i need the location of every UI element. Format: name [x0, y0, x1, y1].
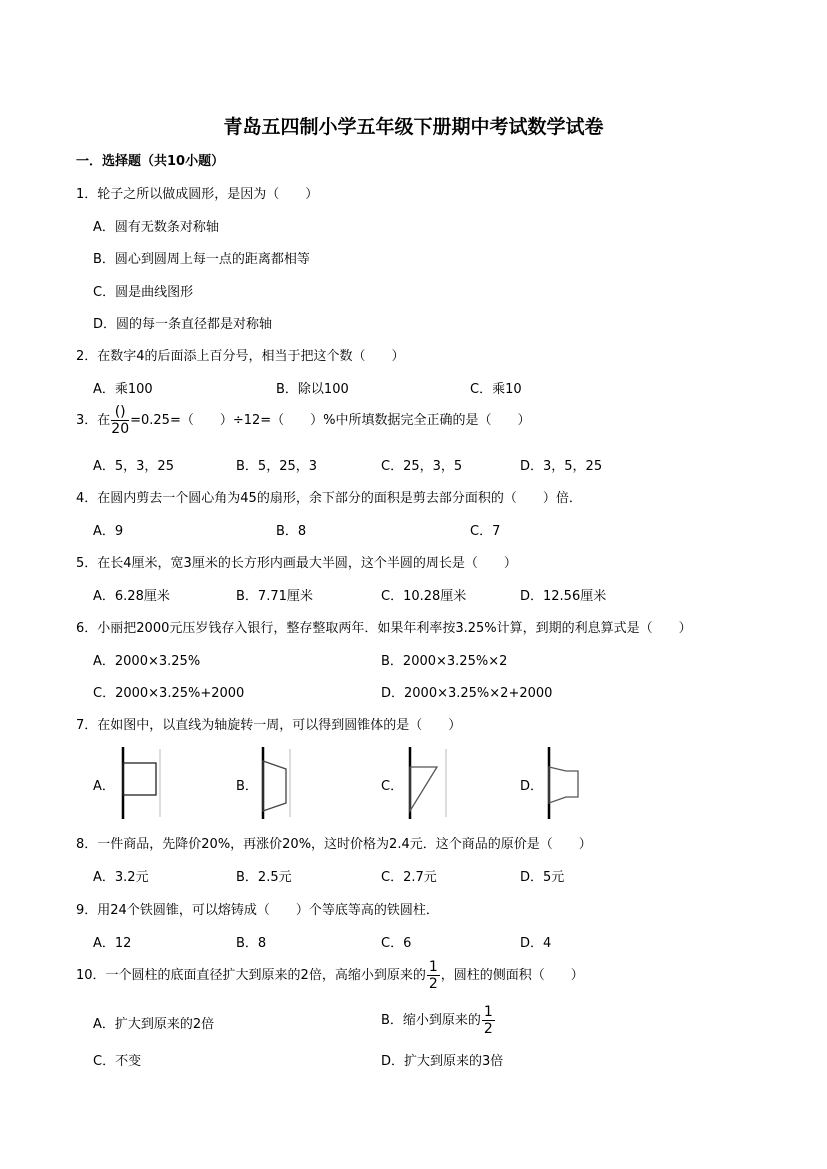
q5-option-a: A．6.28厘米	[93, 589, 170, 604]
q7-option-c: C．	[381, 779, 404, 794]
q8-option-a: A．3.2元	[93, 870, 149, 885]
q9-option-b: B．8	[236, 936, 267, 951]
question-4: 4．在圆内剪去一个圆心角为45的扇形，余下部分的面积是剪去部分面积的（ ）倍．	[76, 491, 582, 506]
question-6: 6．小丽把2000元压岁钱存入银行，整存整取两年．如果年利率按3.25%计算，到期的利息算式是（ ）	[76, 621, 692, 636]
q1-option-d: D．圆的每一条直径都是对称轴	[93, 317, 273, 332]
q10-option-b-wrap	[381, 1005, 496, 1036]
q5-option-c: C．10.28厘米	[381, 589, 467, 604]
question-5: 5．在长4厘米，宽3厘米的长方形内画最大半圆，这个半圆的周长是（ ）	[76, 556, 517, 571]
q10b-frac-den: 2	[483, 1021, 493, 1037]
q8-option-d: D．5元	[520, 870, 565, 885]
q7b-trapezoid	[263, 761, 286, 811]
q8-option-b: B．2.5元	[236, 870, 292, 885]
question-2: 2．在数字4的后面添上百分号，相当于把这个数（ ）	[76, 349, 405, 364]
q10-option-b-fraction	[482, 1005, 495, 1036]
q6-option-d: D．2000×3.25%×2+2000	[381, 686, 553, 701]
q7d-shape	[549, 767, 578, 803]
q10-option-a: A．扩大到原来的2倍	[93, 1017, 215, 1032]
question-10	[76, 960, 584, 991]
q3-option-c: C．25，3，5	[381, 459, 463, 474]
page-title: 青岛五四制小学五年级下册期中考试数学试卷	[223, 116, 604, 138]
q7a-rectangle	[123, 763, 156, 795]
q9-option-c: C．6	[381, 936, 412, 951]
q10-fraction	[427, 960, 440, 991]
q5-option-b: B．7.71厘米	[236, 589, 313, 604]
q10-option-b: B．缩小到原来的	[381, 1013, 481, 1028]
q1-option-c: C．圆是曲线图形	[93, 285, 194, 300]
q10-stem-prefix: 10．一个圆柱的底面直径扩大到原来的2倍，高缩小到原来的	[76, 968, 426, 983]
q6-option-a: A．2000×3.25%	[93, 654, 201, 669]
question-8: 8．一件商品，先降价20%，再涨价20%，这时价格为2.4元．这个商品的原价是（ ）	[76, 837, 592, 852]
q3-fraction	[111, 405, 129, 436]
q7-option-a: A．	[93, 779, 115, 794]
q3-frac-num: ()	[111, 405, 129, 421]
q7c-triangle	[410, 767, 437, 811]
q10-option-c: C．不变	[93, 1054, 142, 1069]
question-9: 9．用24个铁圆锥，可以熔铸成（ ）个等底等高的铁圆柱．	[76, 903, 439, 918]
q4-option-c: C．7	[470, 524, 501, 539]
q4-option-b: B．8	[276, 524, 307, 539]
q10-option-d: D．扩大到原来的3倍	[381, 1054, 504, 1069]
q7-option-d: D．	[520, 779, 544, 794]
question-3	[76, 405, 531, 436]
q7-option-b: B．	[236, 779, 258, 794]
q1-option-a: A．圆有无数条对称轴	[93, 220, 219, 235]
q2-option-c: C．乘10	[470, 382, 522, 397]
q9-option-a: A．12	[93, 936, 132, 951]
q3-frac-den: 20	[111, 421, 130, 437]
q5-option-d: D．12.56厘米	[520, 589, 607, 604]
q6-option-b: B．2000×3.25%×2	[381, 654, 508, 669]
section-heading: 一．选择题（共10小题）	[76, 154, 225, 169]
question-1: 1．轮子之所以做成圆形，是因为（ ）	[76, 187, 319, 202]
q3-option-d: D．3，5，25	[520, 459, 603, 474]
q10-frac-num: 1	[428, 959, 438, 975]
q7-figure-d	[544, 745, 590, 821]
q8-option-c: C．2.7元	[381, 870, 437, 885]
q7-figure-a	[118, 745, 164, 821]
q6-option-c: C．2000×3.25%+2000	[93, 686, 245, 701]
q10-stem-suffix: ，圆柱的侧面积（ ）	[440, 968, 584, 983]
q10-frac-den: 2	[428, 976, 438, 992]
q10b-frac-num: 1	[483, 1004, 493, 1020]
q2-option-a: A．乘100	[93, 382, 153, 397]
q3-option-a: A．5，3，25	[93, 459, 174, 474]
q3-option-b: B．5，25，3	[236, 459, 318, 474]
q1-option-b: B．圆心到圆周上每一点的距离都相等	[93, 252, 310, 267]
q3-stem-suffix: =0.25=（ ）÷12=（ ）%中所填数据完全正确的是（ ）	[130, 413, 531, 428]
q7-figure-c	[405, 745, 451, 821]
q2-option-b: B．除以100	[276, 382, 349, 397]
question-7: 7．在如图中，以直线为轴旋转一周，可以得到圆锥体的是（ ）	[76, 718, 462, 733]
q9-option-d: D．4	[520, 936, 552, 951]
q4-option-a: A．9	[93, 524, 124, 539]
q7-figure-b	[258, 745, 304, 821]
q3-stem-prefix: 3．在	[76, 413, 111, 428]
